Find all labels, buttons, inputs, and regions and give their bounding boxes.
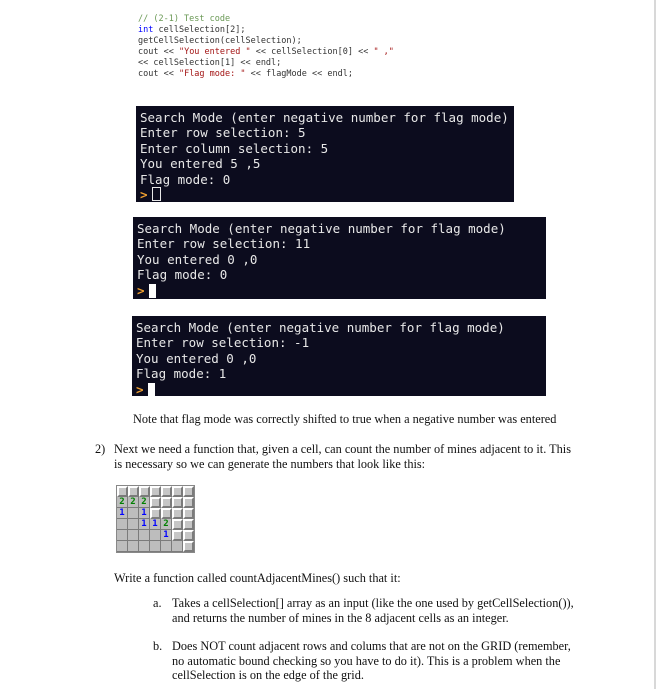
grid-cell (128, 486, 139, 497)
terminal-line: Enter row selection: 11 (137, 236, 311, 252)
terminal-line: You entered 0 ,0 (137, 251, 258, 267)
cursor (149, 284, 156, 298)
code-keyword: int (138, 25, 154, 35)
grid-cell (128, 519, 139, 530)
terminal-line: You entered 0 ,0 (136, 350, 257, 366)
code-text: << cellSelection[0] << (250, 47, 374, 57)
grid-cell: 2 (117, 497, 128, 508)
terminal-line: Enter row selection: 5 (140, 125, 306, 141)
terminal-line: Enter row selection: -1 (136, 335, 310, 351)
code-text: getCellSelection(cellSelection); (138, 36, 302, 46)
grid-cell (117, 486, 128, 497)
grid-cell (128, 541, 139, 552)
grid-cell: 1 (150, 519, 161, 530)
terminal-line: Search Mode (enter negative number for flag mode) (140, 110, 509, 125)
cursor (152, 187, 161, 201)
terminal-line: You entered 5 ,5 (140, 156, 261, 172)
subitem-label-a: a. (153, 596, 162, 610)
grid-cell (172, 486, 183, 497)
terminal-prompt-line (140, 187, 510, 202)
grid-cell (150, 541, 161, 552)
terminal-output-2 (133, 217, 546, 299)
code-string: "Flag mode: " (178, 69, 246, 79)
terminal-prompt-line (136, 382, 542, 397)
grid-cell: 2 (139, 497, 150, 508)
grid-cell (172, 508, 183, 519)
code-line (138, 47, 394, 58)
grid-cell (139, 530, 150, 541)
grid-cell (183, 497, 194, 508)
terminal-line: Search Mode (enter negative number for flag mode) (136, 320, 505, 335)
item-2-text: Next we need a function that, given a cell, can count the number of mines adjacent to it. This is necessary so we can generate the numbers that look like this: (114, 442, 572, 471)
code-text: << flagMode << endl; (245, 69, 353, 79)
grid-cell (161, 497, 172, 508)
write-instruction: Write a function called countAdjacentMines() such that it: (114, 571, 401, 585)
prompt-icon: > (140, 187, 148, 203)
grid-cell (161, 486, 172, 497)
code-text: cout << (138, 47, 179, 57)
grid-cell (139, 486, 150, 497)
grid-cell (183, 530, 194, 541)
item-number: 2) (95, 442, 106, 456)
subitem-a-text: Takes a cellSelection[] array as an input (like the one used by getCellSelection()), and returns the number of mines in the 8 adjacent cells as an integer. (172, 596, 574, 625)
grid-cell (150, 497, 161, 508)
grid-cell (117, 541, 128, 552)
grid-cell (161, 508, 172, 519)
prompt-icon: > (136, 381, 144, 397)
terminal-line: Flag mode: 1 (136, 366, 227, 382)
prompt-icon: > (137, 282, 145, 298)
grid-cell (150, 530, 161, 541)
grid-cell: 1 (139, 508, 150, 519)
grid-cell: 1 (139, 519, 150, 530)
minesweeper-grid (116, 485, 195, 553)
grid-cell (128, 530, 139, 541)
grid-cell: 1 (161, 530, 172, 541)
code-text: cellSelection[2]; (153, 25, 246, 35)
grid-cell (183, 486, 194, 497)
grid-cell: 1 (117, 508, 128, 519)
grid-cell: 2 (128, 497, 139, 508)
code-snippet (138, 14, 394, 80)
grid-cell (172, 519, 183, 530)
code-text: << cellSelection[1] << endl; (138, 58, 282, 68)
grid-cell (117, 530, 128, 541)
grid-cell (128, 508, 139, 519)
grid-cell: 2 (161, 519, 172, 530)
terminal-line: Search Mode (enter negative number for flag mode) (137, 221, 506, 236)
subitem-label-b: b. (153, 639, 163, 653)
grid-cell (183, 541, 194, 552)
cursor (148, 383, 155, 397)
code-line (138, 25, 394, 36)
grid-cell (139, 541, 150, 552)
code-string: " ," (373, 47, 394, 57)
grid-cell (150, 486, 161, 497)
code-line (138, 36, 394, 47)
note-text: Note that flag mode was correctly shifted to true when a negative number was entered (133, 412, 557, 426)
grid-cell (172, 497, 183, 508)
code-line (138, 14, 394, 25)
terminal-output-1 (136, 106, 514, 202)
terminal-prompt-line (137, 283, 542, 298)
code-string: "You entered " (178, 47, 251, 57)
terminal-line: Enter column selection: 5 (140, 140, 329, 156)
grid-cell (150, 508, 161, 519)
terminal-line: Flag mode: 0 (140, 171, 231, 187)
code-text: cout << (138, 69, 179, 79)
grid-cell (161, 541, 172, 552)
terminal-line: Flag mode: 0 (137, 267, 228, 283)
code-line (138, 69, 394, 80)
code-line (138, 58, 394, 69)
grid-cell (183, 508, 194, 519)
grid-cell (183, 519, 194, 530)
code-comment: // (2-1) Test code (138, 14, 231, 24)
terminal-output-3 (132, 316, 546, 396)
grid-cell (172, 541, 183, 552)
grid-cell (172, 530, 183, 541)
subitem-b-text: Does NOT count adjacent rows and colums that are not on the GRID (remember, no automatic bound checking so you have to do it). This is a problem when the cellSelection is on the edge of the grid. (172, 639, 571, 683)
grid-cell (117, 519, 128, 530)
